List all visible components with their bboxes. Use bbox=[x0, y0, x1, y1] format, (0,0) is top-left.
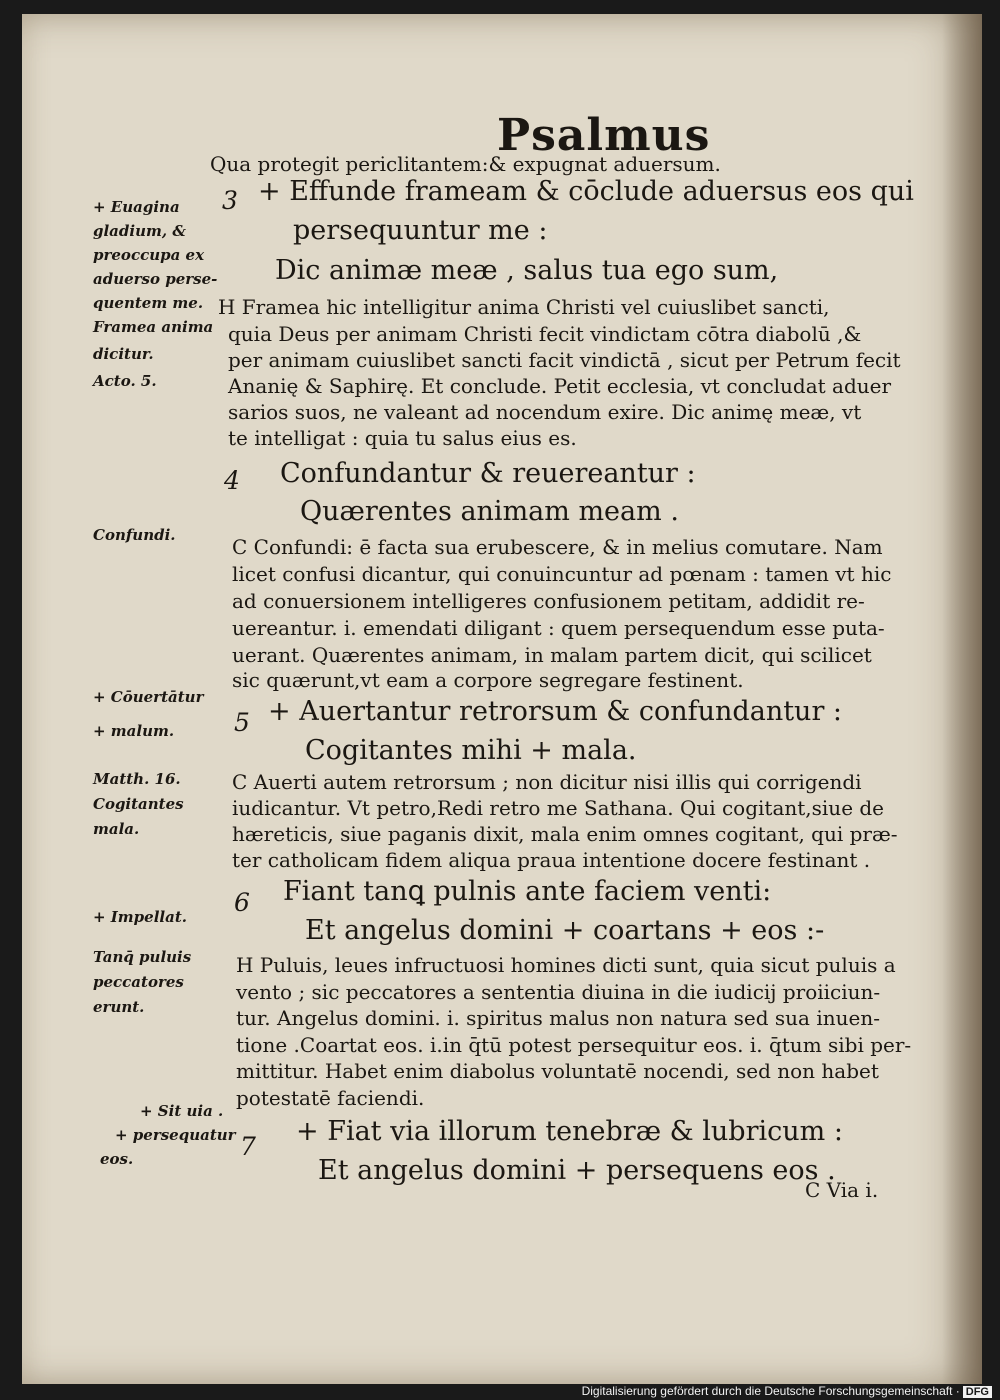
margin-note: preoccupa ex bbox=[93, 246, 205, 264]
verse-line: Dic animæ meæ , salus tua ego sum, bbox=[275, 255, 779, 286]
verse-line: Et angelus domini + coartans + eos :- bbox=[305, 915, 825, 946]
commentary-line: Ananię & Saphirę. Et conclude. Petit ecclesia, vt concludat aduer bbox=[228, 374, 892, 398]
commentary-line: uerant. Quærentes animam, in malam partem dicit, qui scilicet bbox=[232, 643, 872, 667]
commentary-line: ad conuersionem intelligeres confusionem petitam, addidit re- bbox=[232, 589, 865, 613]
verse-number: 4 bbox=[224, 466, 240, 495]
margin-note: + persequatur bbox=[115, 1126, 236, 1144]
margin-note: + Impellat. bbox=[93, 908, 187, 926]
footer-text: Digitalisierung gefördert durch die Deutsche Forschungsgemeinschaft · bbox=[581, 1384, 960, 1398]
margin-note: + Sit uia . bbox=[140, 1102, 224, 1120]
verse-line: Cogitantes mihi + mala. bbox=[305, 735, 637, 766]
commentary-line: quia Deus per animam Christi fecit vindictam cōtra diabolū ,& bbox=[228, 322, 862, 346]
page-spine-shadow bbox=[942, 14, 982, 1384]
verse-number: 7 bbox=[240, 1132, 256, 1161]
margin-note: erunt. bbox=[93, 998, 145, 1016]
margin-note: + malum. bbox=[93, 722, 175, 740]
commentary-line: tur. Angelus domini. i. spiritus malus non natura sed sua inuen- bbox=[236, 1006, 880, 1030]
margin-note: dicitur. bbox=[93, 345, 154, 363]
commentary-line: iudicantur. Vt petro,Redi retro me Sathana. Qui cogitant,siue de bbox=[232, 796, 885, 820]
commentary-line: mittitur. Habet enim diabolus voluntatē nocendi, sed non habet bbox=[236, 1059, 879, 1083]
margin-note: + Euagina bbox=[93, 198, 180, 216]
margin-note: Cogitantes bbox=[93, 795, 184, 813]
commentary-line: C Via i. bbox=[805, 1178, 879, 1202]
verse-number: 6 bbox=[234, 888, 250, 917]
commentary-line: hæreticis, siue paganis dixit, mala enim omnes cogitant, qui præ- bbox=[232, 822, 898, 846]
verse-line: Fiant tanꝗ pulnis ante faciem venti: bbox=[283, 876, 772, 907]
margin-note: quentem me. bbox=[93, 294, 204, 312]
verse-line: + Fiat via illorum tenebræ & lubricum : bbox=[296, 1116, 843, 1147]
margin-note: Acto. 5. bbox=[93, 372, 157, 390]
verse-number: 3 bbox=[222, 186, 238, 215]
margin-note: eos. bbox=[100, 1150, 134, 1168]
verse-number: 5 bbox=[234, 708, 250, 737]
page-header: Psalmus bbox=[497, 110, 711, 161]
book-page bbox=[22, 14, 982, 1384]
margin-note: peccatores bbox=[93, 973, 184, 991]
commentary-line: per animam cuiuslibet sancti facit vindictā , sicut per Petrum fecit bbox=[228, 348, 901, 372]
commentary-line: te intelligat : quia tu salus eius es. bbox=[228, 426, 577, 450]
verse-line: Quærentes animam meam . bbox=[300, 496, 679, 527]
margin-note: gladium, & bbox=[93, 222, 186, 240]
commentary-line: vento ; sic peccatores a sententia diuina in die iudicij proiiciun- bbox=[236, 980, 881, 1004]
verse-line: Et angelus domini + persequens eos . bbox=[318, 1155, 836, 1186]
margin-note: Tanq̄ puluis bbox=[93, 948, 192, 966]
margin-note: Matth. 16. bbox=[93, 770, 181, 788]
commentary-line: potestatē faciendi. bbox=[236, 1086, 425, 1110]
margin-note: mala. bbox=[93, 820, 140, 838]
margin-note: + Cōuertātur bbox=[93, 688, 204, 706]
commentary-line: sarios suos, ne valeant ad nocendum exire. Dic animę meæ, vt bbox=[228, 400, 862, 424]
margin-note: Framea anima bbox=[93, 318, 214, 336]
commentary-line: tione .Coartat eos. i.in q̄tū potest persequitur eos. i. q̄tum sibi per- bbox=[236, 1033, 912, 1057]
commentary-line: C Auerti autem retrorsum ; non dicitur nisi illis qui corrigendi bbox=[232, 770, 862, 794]
verse-line: + Auertantur retrorsum & confundantur : bbox=[268, 696, 843, 727]
commentary-line: H Puluis, leues infructuosi homines dicti sunt, quia sicut puluis a bbox=[236, 953, 896, 977]
commentary-line: ter catholicam fidem aliqua praua intentione docere festinant . bbox=[232, 848, 871, 872]
verse-line: + Effunde frameam & cōclude aduersus eos qui bbox=[258, 176, 914, 207]
verse-line: persequuntur me : bbox=[293, 215, 548, 246]
commentary-line: Qua protegit periclitantem:& expugnat aduersum. bbox=[210, 152, 721, 176]
commentary-line: C Confundi: ē facta sua erubescere, & in melius comutare. Nam bbox=[232, 535, 883, 559]
verse-line: Confundantur & reuereantur : bbox=[280, 458, 696, 489]
dfg-footer bbox=[582, 1384, 992, 1398]
commentary-line: licet confusi dicantur, qui conuincuntur ad pœnam : tamen vt hic bbox=[232, 562, 892, 586]
commentary-line: H Framea hic intelligitur anima Christi vel cuiuslibet sancti, bbox=[218, 295, 830, 319]
dfg-logo: DFG bbox=[963, 1386, 992, 1398]
commentary-line: sic quærunt,vt eam a corpore segregare festinent. bbox=[232, 668, 744, 692]
commentary-line: uereantur. i. emendati diligant : quem persequendum esse puta- bbox=[232, 616, 885, 640]
margin-note: Confundi. bbox=[93, 526, 176, 544]
margin-note: aduerso perse- bbox=[93, 270, 218, 288]
